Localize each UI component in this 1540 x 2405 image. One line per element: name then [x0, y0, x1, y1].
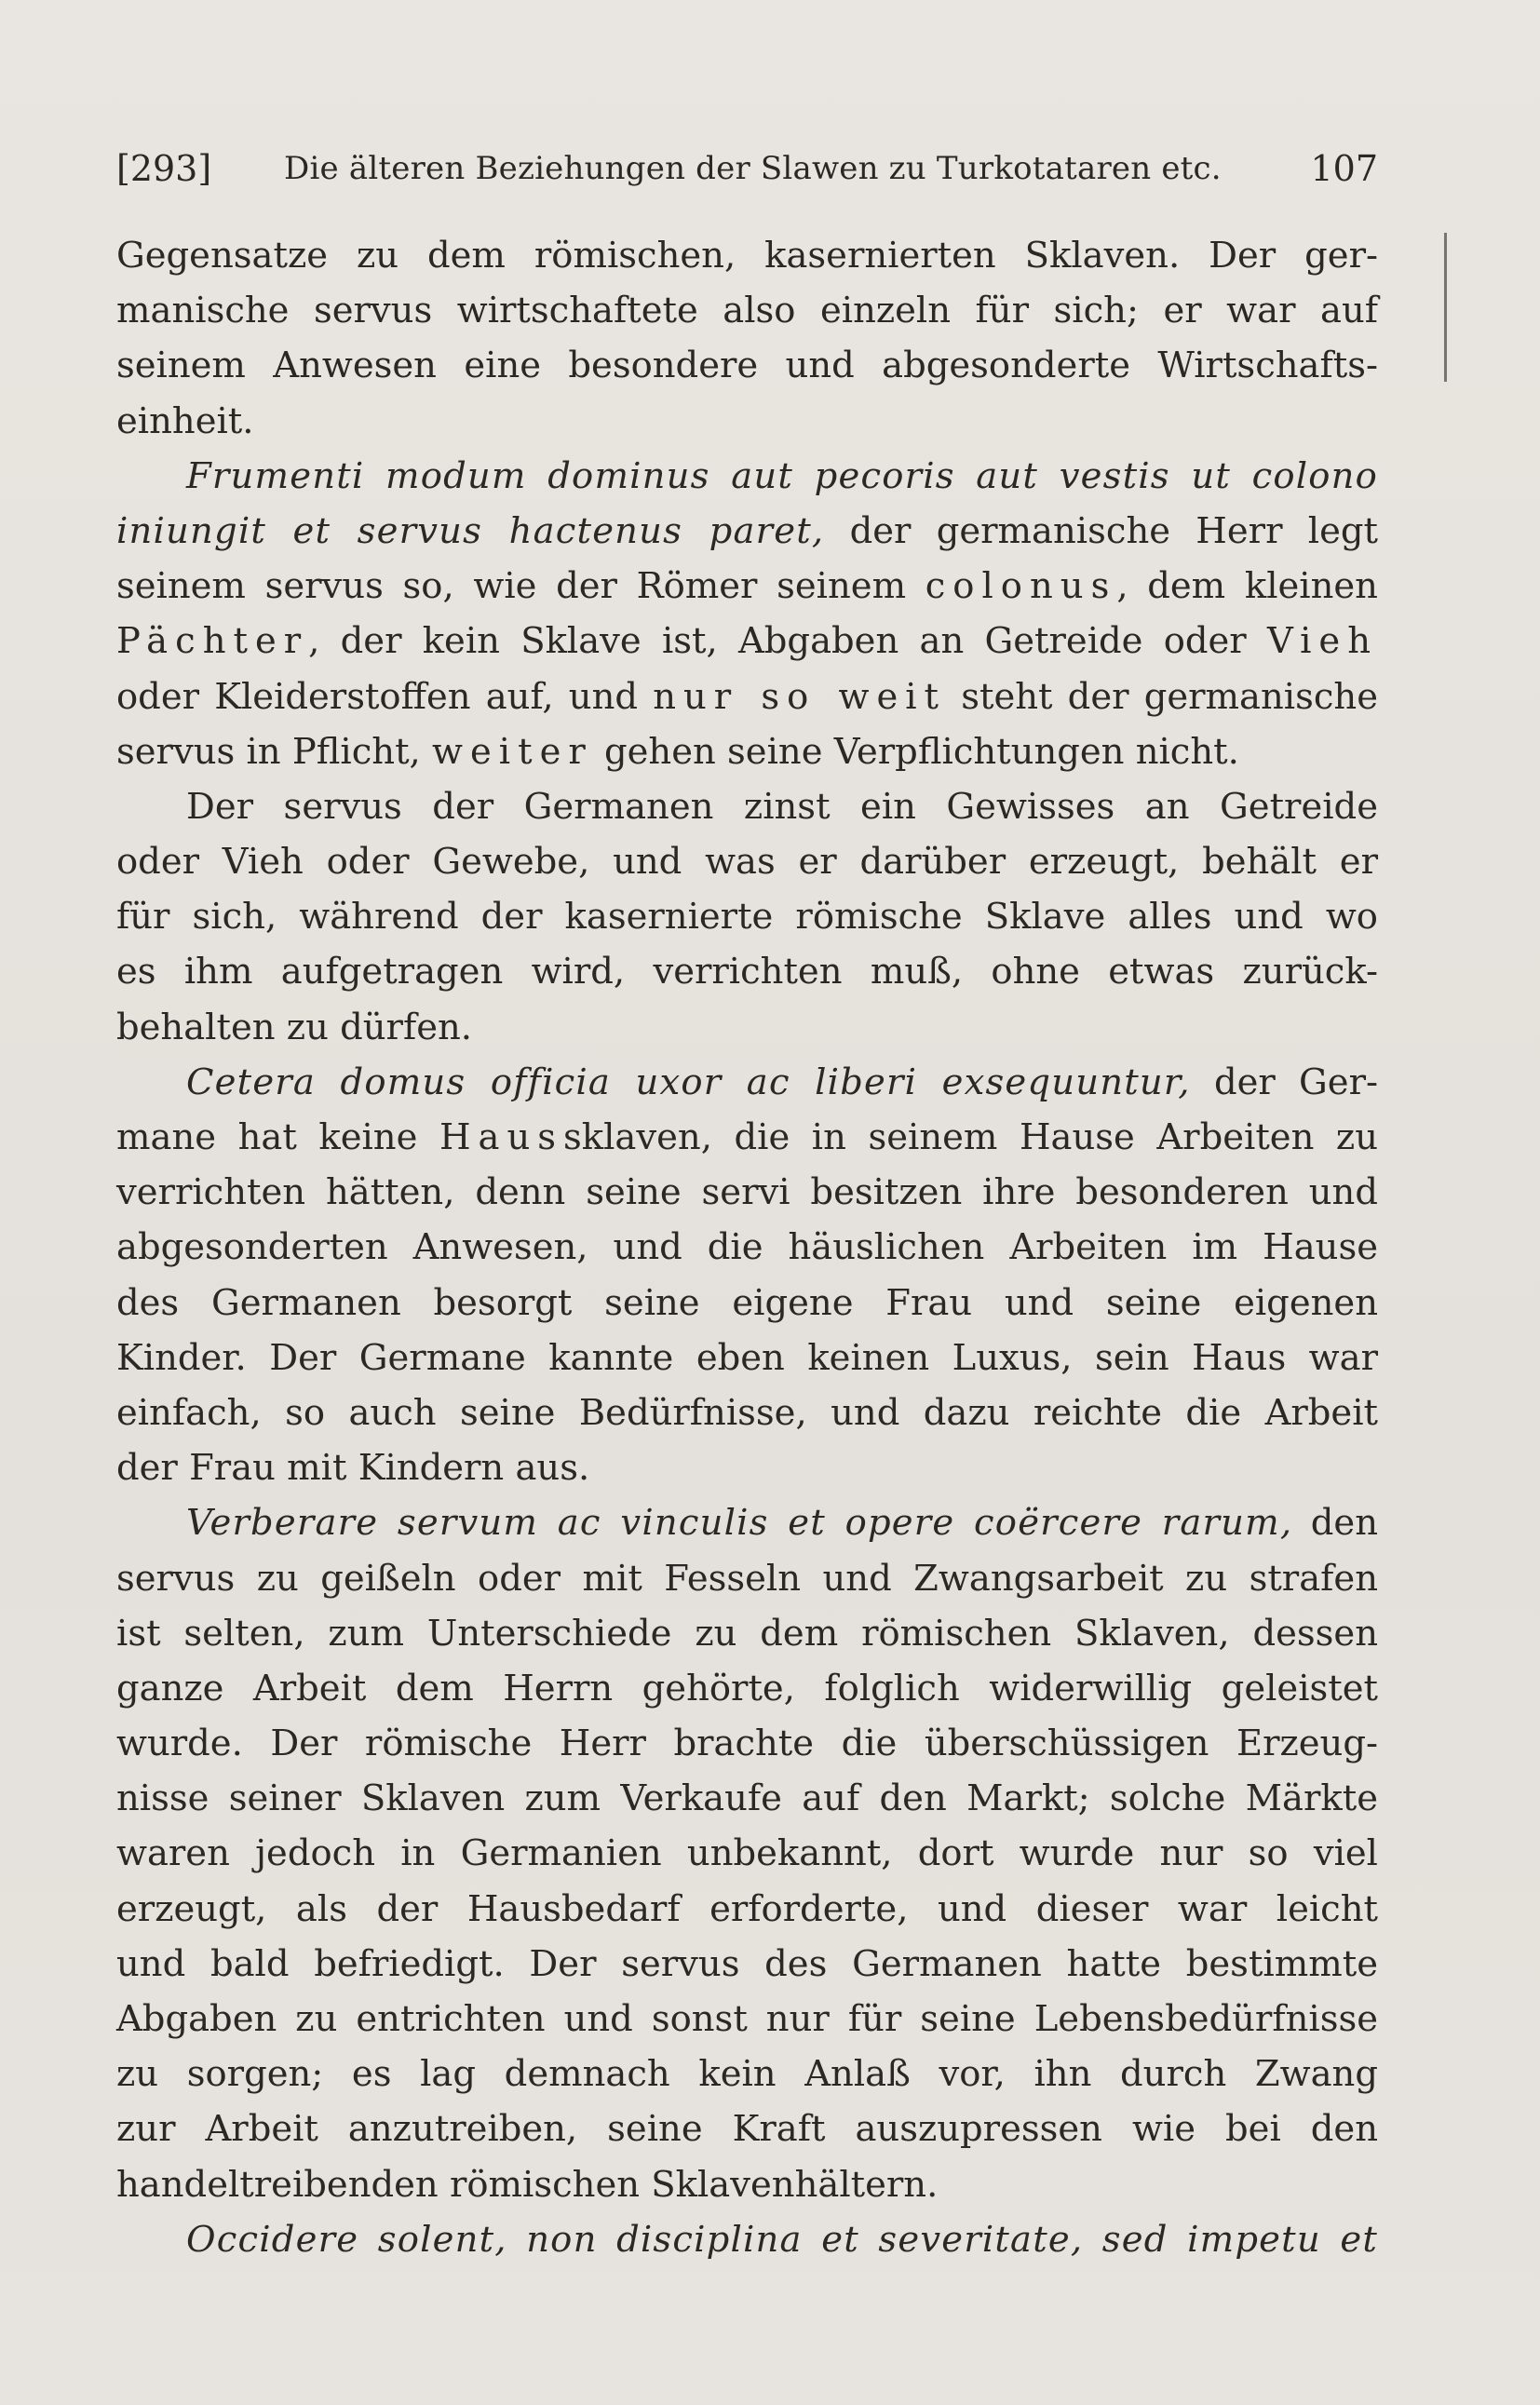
text-line — [116, 1937, 1378, 1992]
text-run: Abgaben zu entrichten und sonst nur für seine Lebensbedürfnisse — [116, 1998, 1378, 2040]
spaced-emphasis: nur so weit — [653, 675, 947, 718]
text-run: manische servus wirtschaftete also einzeln für sich; er war auf — [116, 290, 1378, 332]
text-line — [116, 1110, 1378, 1165]
text-line — [116, 614, 1378, 669]
text-line — [116, 779, 1378, 834]
text-run: abgesonderten Anwesen, und die häuslichen Arbeiten im Hause — [116, 1226, 1378, 1269]
text-run: , der kein Sklave ist, Abgaben an Getreide oder — [308, 620, 1267, 663]
text-run: der Ger- — [1190, 1061, 1378, 1103]
latin-quote: iniungit et servus hactenus paret, — [116, 509, 825, 552]
text-run: behalten zu dürfen. — [116, 1006, 473, 1048]
body-text — [116, 228, 1378, 2267]
text-run: gehen seine Verpflichtungen nicht. — [592, 730, 1239, 773]
text-line — [116, 1992, 1378, 2047]
latin-quote: Cetera domus officia uxor ac liberi exsequuntur, — [186, 1061, 1191, 1103]
spaced-emphasis: Pächter — [116, 620, 309, 663]
text-run: zu sorgen; es lag demnach kein Anlaß vor, ihn durch Zwang — [116, 2053, 1378, 2096]
text-line — [116, 2047, 1378, 2101]
text-run: , dem kleinen — [1116, 565, 1378, 608]
text-run: ganze Arbeit dem Herrn gehörte, folglich widerwillig geleistet — [116, 1667, 1378, 1709]
text-line — [116, 1165, 1378, 1220]
spaced-emphasis: Vieh — [1266, 620, 1378, 663]
text-line — [116, 1716, 1378, 1771]
text-run: wurde. Der römische Herr brachte die überschüssigen Erzeug- — [116, 1723, 1378, 1765]
text-line — [116, 1331, 1378, 1385]
text-run: es ihm aufgetragen wird, verrichten muß, ohne etwas zurück- — [116, 951, 1378, 993]
text-run: waren jedoch in Germanien unbekannt, dort wurde nur so viel — [116, 1832, 1378, 1875]
page-header — [116, 145, 1378, 192]
text-line — [116, 724, 1378, 779]
text-line — [116, 1882, 1378, 1937]
text-run: servus in Pflicht, — [116, 730, 433, 773]
text-run: des Germanen besorgt seine eigene Frau und seine eigenen — [116, 1281, 1378, 1324]
text-run: Kinder. Der Germane kannte eben keinen Luxus, sein Haus war — [116, 1336, 1378, 1379]
spaced-emphasis: weiter — [432, 730, 593, 773]
text-run: erzeugt, als der Hausbedarf erforderte, und dieser war leicht — [116, 1887, 1378, 1930]
text-run: verrichten hätten, denn seine servi besitzen ihre besonderen und — [116, 1171, 1378, 1214]
text-run: für sich, während der kasernierte römische Sklave alles und wo — [116, 896, 1378, 939]
text-run: ist selten, zum Unterschiede zu dem römischen Sklaven, dessen — [116, 1612, 1378, 1655]
text-line — [116, 889, 1378, 944]
text-line — [116, 228, 1378, 283]
spaced-emphasis: Haus — [439, 1116, 564, 1158]
text-run: Gegensatze zu dem römischen, kasernierten Sklaven. Der ger- — [116, 235, 1378, 277]
running-title: Die älteren Beziehungen der Slawen zu Turkotataren etc. — [284, 150, 1222, 187]
text-line — [116, 2101, 1378, 2156]
text-line — [116, 504, 1378, 559]
latin-quote: Verberare servum ac vinculis et opere coërcere rarum, — [186, 1502, 1293, 1545]
text-line — [116, 834, 1378, 889]
latin-quote: Frumenti modum dominus aut pecoris aut vestis ut colono — [186, 454, 1378, 497]
text-line — [116, 1495, 1378, 1550]
text-line — [116, 394, 1378, 449]
text-line — [116, 1661, 1378, 1716]
text-run: oder Vieh oder Gewebe, und was er darüber erzeugt, behält er — [116, 841, 1378, 884]
text-run: steht der germanische — [946, 675, 1378, 718]
text-line — [116, 1385, 1378, 1440]
latin-quote: Occidere solent, non disciplina et severitate, sed impetu et — [186, 2218, 1378, 2261]
text-run: der Frau mit Kindern aus. — [116, 1447, 590, 1490]
text-run: einheit. — [116, 399, 254, 442]
text-line — [116, 1551, 1378, 1606]
margin-pencil-mark — [1439, 233, 1447, 382]
text-line — [116, 1055, 1378, 1110]
text-run: sklaven, die in seinem Hause Arbeiten zu — [563, 1116, 1379, 1158]
text-line — [116, 2212, 1378, 2267]
text-run: der germanische Herr legt — [824, 509, 1378, 552]
text-line — [116, 1000, 1378, 1055]
text-line — [116, 669, 1378, 724]
text-line — [116, 338, 1378, 393]
text-run: nisse seiner Sklaven zum Verkaufe auf den Markt; solche Märkte — [116, 1777, 1378, 1820]
text-line — [116, 1440, 1378, 1495]
page-number: 107 — [1310, 148, 1378, 189]
text-run: mane hat keine — [116, 1116, 439, 1158]
text-line — [116, 1771, 1378, 1826]
text-run: seinem servus so, wie der Römer seinem — [116, 565, 925, 608]
text-line — [116, 944, 1378, 999]
text-line — [116, 1276, 1378, 1331]
text-line — [116, 1826, 1378, 1881]
text-run: Der servus der Germanen zinst ein Gewisses an Getreide — [186, 785, 1378, 828]
spaced-emphasis: colonus — [925, 565, 1117, 608]
text-run: und bald befriedigt. Der servus des Germanen hatte bestimmte — [116, 1942, 1378, 1985]
text-run: handeltreibenden römischen Sklavenhältern. — [116, 2163, 939, 2206]
text-line — [116, 559, 1378, 614]
text-line — [116, 2157, 1378, 2212]
text-run: zur Arbeit anzutreiben, seine Kraft auszupressen wie bei den — [116, 2108, 1378, 2151]
text-line — [116, 1606, 1378, 1661]
text-run: einfach, so auch seine Bedürfnisse, und dazu reichte die Arbeit — [116, 1391, 1378, 1434]
text-run: servus zu geißeln oder mit Fesseln und Zwangsarbeit zu strafen — [116, 1557, 1378, 1600]
text-run: den — [1292, 1502, 1378, 1545]
text-run: oder Kleiderstoffen auf, und — [116, 675, 654, 718]
page-reference: [293] — [116, 148, 212, 189]
text-run: seinem Anwesen eine besondere und abgesonderte Wirtschafts- — [116, 345, 1378, 387]
text-line — [116, 449, 1378, 504]
text-line — [116, 283, 1378, 338]
text-line — [116, 1220, 1378, 1275]
